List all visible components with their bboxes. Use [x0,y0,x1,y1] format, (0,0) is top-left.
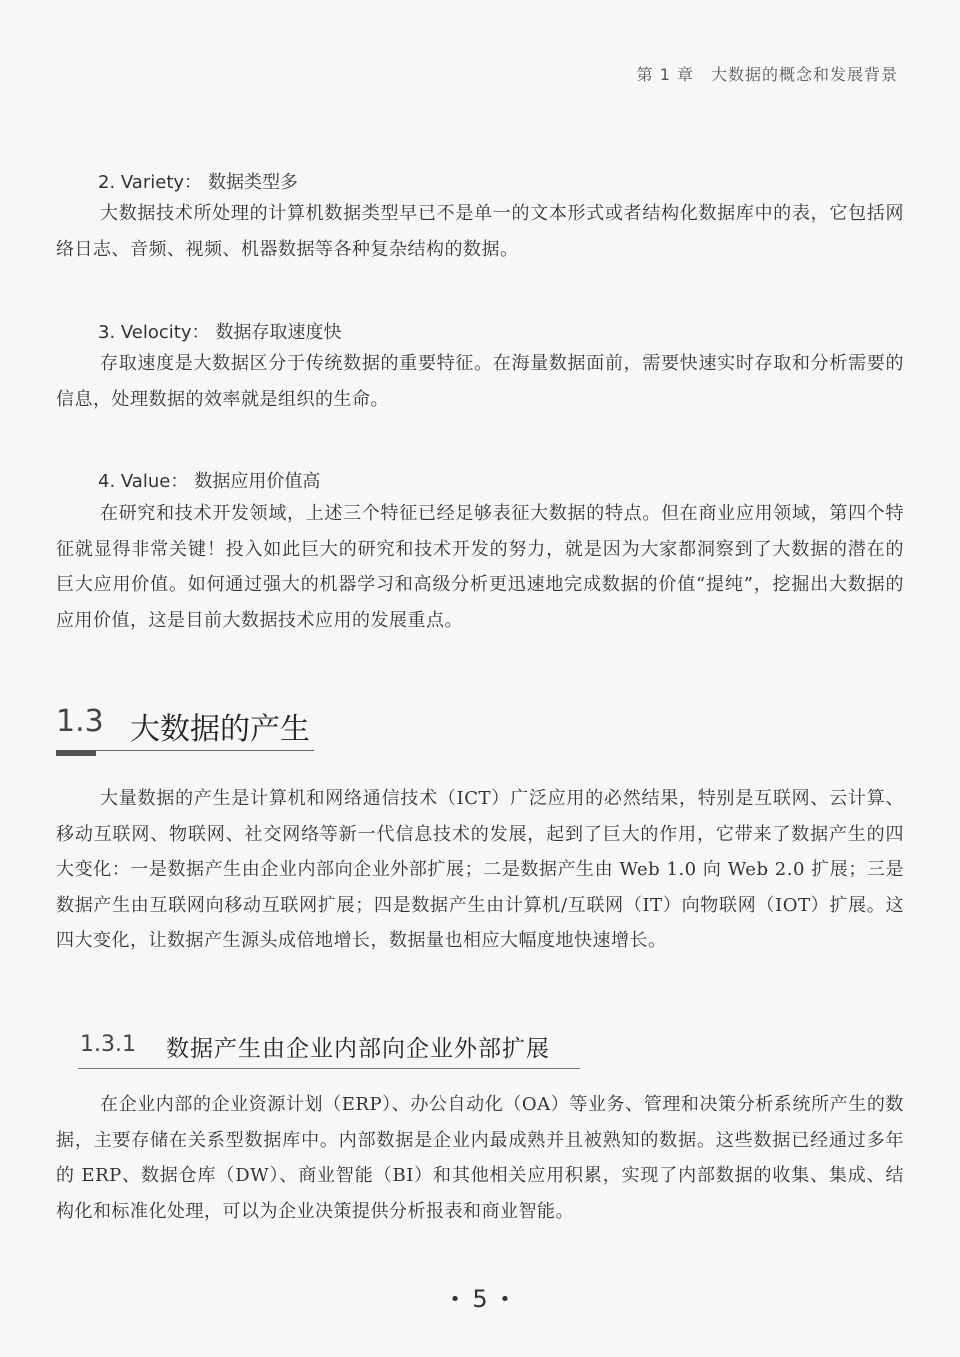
page-number: 5 [472,1285,488,1313]
paragraph-subsection: 在企业内部的企业资源计划（ERP）、办公自动化（OA）等业务、管理和决策分析系统所产生的数据，主要存储在关系型数据库中。内部数据是企业内最成熟并且被熟知的数据。这些数据已经通过多年的 ERP、数据仓库（DW）、商业智能（BI）和其他相关应用积累，实现了内部数据的收集、集成、结构化和标准化处理，可以为企业决策提供分析报表和商业智能。 [56,1094,904,1222]
subheading-value [98,467,320,493]
page-footer [0,1285,960,1313]
subheading-number: 2. Variety： [98,172,203,193]
section-heading [56,700,314,751]
subheading-velocity [98,318,342,344]
subheading-title: 数据类型多 [208,172,299,193]
subsection-number: 1.3.1 [80,1032,136,1057]
subheading-variety [98,168,298,194]
section-number: 1.3 [56,704,104,739]
paragraph-velocity: 存取速度是大数据区分于传统数据的重要特征。在海量数据面前，需要快速实时存取和分析需要的信息，处理数据的效率就是组织的生命。 [56,353,904,410]
subsection-title: 数据产生由企业内部向企业外部扩展 [166,1036,550,1062]
bullet-left: • [449,1289,461,1310]
subsection-heading [78,1028,580,1069]
running-header: 第 1 章 大数据的概念和发展背景 [636,65,898,84]
subheading-number: 3. Velocity： [98,322,210,343]
subheading-number: 4. Value： [98,471,189,492]
bullet-right: • [499,1289,511,1310]
section-title: 大数据的产生 [130,712,310,747]
paragraph-variety: 大数据技术所处理的计算机数据类型早已不是单一的文本形式或者结构化数据库中的表，它包括网络日志、音频、视频、机器数据等各种复杂结构的数据。 [56,203,904,260]
paragraph-section-intro: 大量数据的产生是计算机和网络通信技术（ICT）广泛应用的必然结果，特别是互联网、云计算、移动互联网、物联网、社交网络等新一代信息技术的发展，起到了巨大的作用，它带来了数据产生的四大变化：一是数据产生由企业内部向企业外部扩展；二是数据产生由 Web 1.0 向 Web 2.0 扩展；三是数据产生由互联网向移动互联网扩展；四是数据产生由计算机/互联网（IT）向物联网（IOT）扩展。这四大变化，让数据产生源头成倍地增长，数据量也相应大幅度地快速增长。 [56,788,904,951]
paragraph-value: 在研究和技术开发领域，上述三个特征已经足够表征大数据的特点。但在商业应用领域，第四个特征就显得非常关键！投入如此巨大的研究和技术开发的努力，就是因为大家都洞察到了大数据的潜在的巨大应用价值。如何通过强大的机器学习和高级分析更迅速地完成数据的价值“提纯”，挖掘出大数据的应用价值，这是目前大数据技术应用的发展重点。 [56,503,904,631]
subheading-title: 数据存取速度快 [215,322,342,343]
subheading-title: 数据应用价值高 [194,471,321,492]
heading-accent-bar [56,750,96,756]
